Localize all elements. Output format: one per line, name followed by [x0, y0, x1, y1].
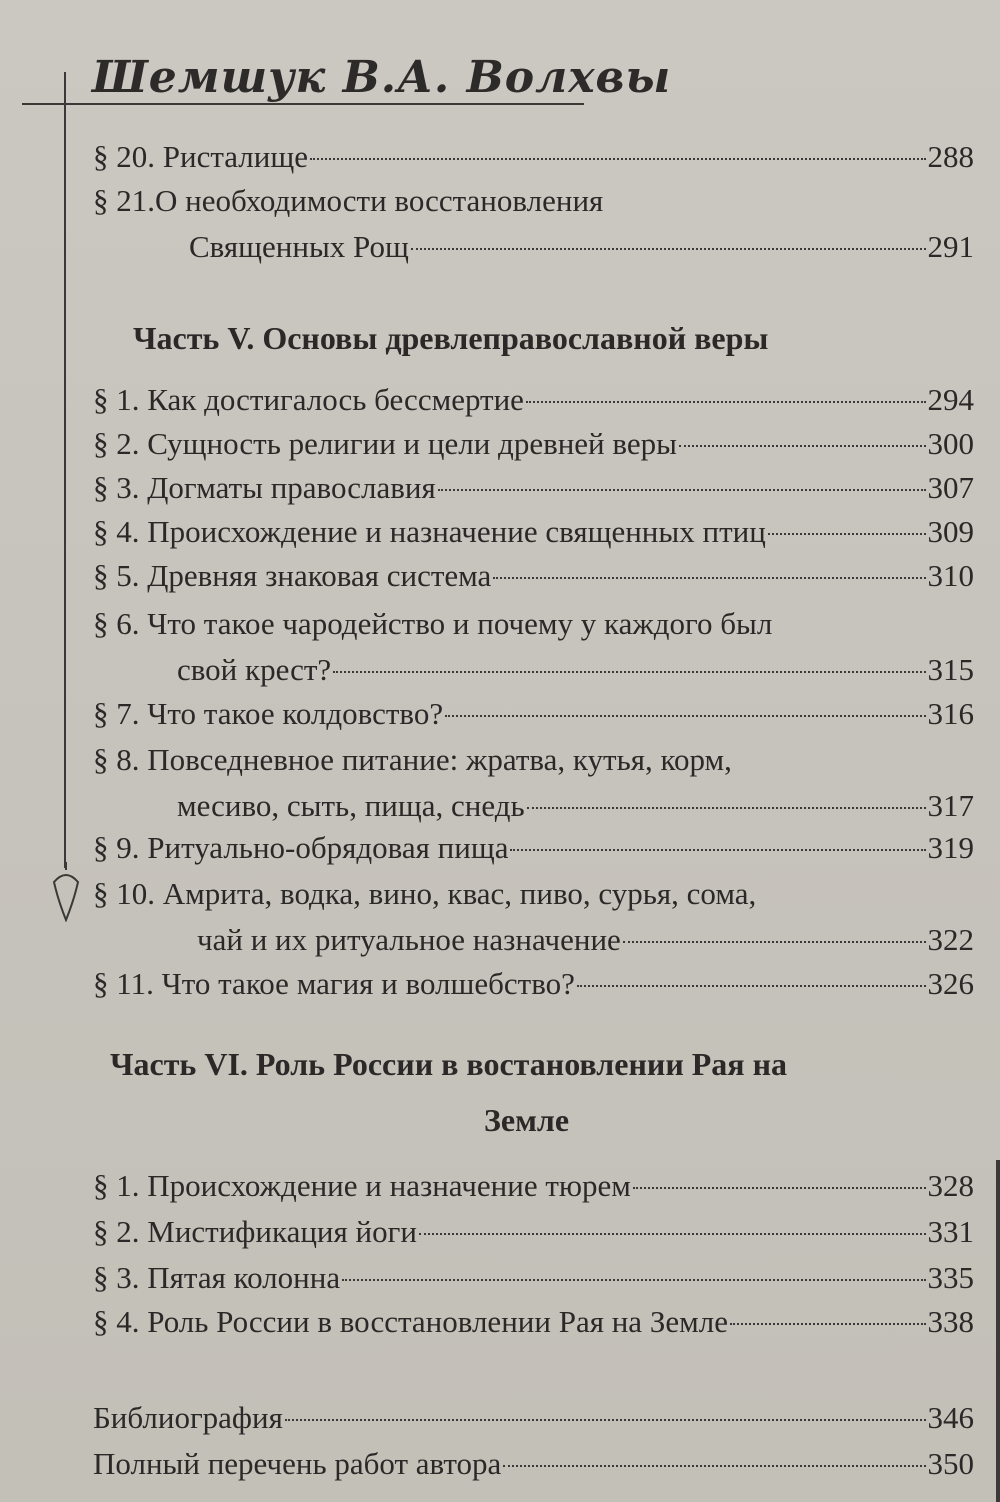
leader-dots — [438, 489, 926, 491]
toc-page-number: 310 — [927, 558, 974, 593]
leader-dots — [493, 577, 925, 579]
toc-entry-label-line1: § 10. Амрита, водка, вино, квас, пиво, сурья, сома, — [93, 876, 757, 911]
toc-entry-label: § 11. Что такое магия и волшебство? — [93, 966, 575, 1001]
leader-dots — [310, 158, 926, 160]
toc-entry-label: § 3. Пятая колонна — [93, 1260, 341, 1295]
toc-entry-label: § 1. Как достигалось бессмертие — [93, 382, 524, 417]
toc-entry-label-line1: § 21.О необходимости восстановления — [93, 183, 604, 218]
toc-entry-label: чай и их ритуальное назначение — [197, 922, 621, 957]
toc-entry-label-line1: § 8. Повседневное питание: жратва, кутья, корм, — [93, 742, 732, 777]
leader-dots — [526, 401, 926, 403]
toc-entry-label: § 1. Происхождение и назначение тюрем — [93, 1168, 631, 1203]
toc-page-number: 328 — [927, 1168, 974, 1203]
header-rule — [22, 103, 584, 105]
toc-entry-label: Полный перечень работ автора — [93, 1446, 502, 1481]
toc-entry[interactable] — [93, 380, 974, 420]
toc-entry-label: § 2. Мистификация йоги — [93, 1214, 417, 1249]
toc-page-number: 317 — [927, 788, 974, 823]
toc-entry[interactable] — [93, 556, 974, 596]
toc-page-number: 338 — [927, 1304, 974, 1339]
leader-dots — [445, 715, 925, 717]
toc-entry-label: § 4. Происхождение и назначение священных птиц — [93, 514, 766, 549]
toc-entry[interactable] — [93, 964, 974, 1004]
toc-entry[interactable] — [93, 468, 974, 508]
toc-entry[interactable] — [93, 694, 974, 734]
toc-page-number: 350 — [927, 1446, 974, 1481]
toc-entry-label: Библиография — [93, 1400, 283, 1435]
leader-dots — [768, 533, 926, 535]
leader-dots — [679, 445, 926, 447]
toc-entry[interactable] — [93, 828, 974, 868]
toc-entry-label-line1: § 6. Что такое чародейство и почему у каждого был — [93, 606, 773, 641]
toc-page-number: 335 — [927, 1260, 974, 1295]
leader-dots — [577, 985, 926, 987]
leader-dots — [342, 1279, 925, 1281]
toc-entry-label: § 7. Что такое колдовство? — [93, 696, 444, 731]
toc-entry[interactable] — [93, 1212, 974, 1252]
running-header-title: Шемшук В.А. Волхвы — [92, 52, 672, 103]
toc-entry[interactable] — [93, 181, 974, 267]
toc-page-number: 291 — [927, 229, 974, 264]
part-heading-line2: Земле — [484, 1102, 570, 1138]
leader-dots — [730, 1323, 926, 1325]
page-edge-shadow — [996, 1160, 1000, 1502]
leader-dots — [333, 671, 925, 673]
leader-dots — [419, 1233, 926, 1235]
toc-entry[interactable] — [93, 874, 974, 960]
toc-entry[interactable] — [93, 137, 974, 177]
part-heading: Часть V. Основы древлеправославной веры — [133, 320, 769, 356]
leader-dots — [633, 1187, 926, 1189]
toc-page-number: 319 — [927, 830, 974, 865]
toc-page-number: 346 — [927, 1400, 974, 1435]
toc-entry-label: § 9. Ритуально-обрядовая пища — [93, 830, 509, 865]
toc-page-number: 322 — [927, 922, 974, 957]
leader-dots — [623, 941, 926, 943]
leader-dots — [503, 1465, 925, 1467]
toc-page-number: 326 — [927, 966, 974, 1001]
leader-dots — [510, 849, 925, 851]
toc-entry-label: § 3. Догматы православия — [93, 470, 436, 505]
leader-dots — [411, 248, 926, 250]
toc-entry[interactable] — [93, 1258, 974, 1298]
toc-page-number: 288 — [927, 139, 974, 174]
toc-entry[interactable] — [93, 604, 974, 690]
decorative-vertical-rule — [64, 72, 66, 868]
part-heading: Часть VI. Роль России в востановлении Рая на — [110, 1046, 788, 1082]
toc-page-number: 307 — [927, 470, 974, 505]
toc-page-number: 309 — [927, 514, 974, 549]
toc-entry[interactable] — [93, 512, 974, 552]
leader-dots — [527, 807, 926, 809]
toc-entry-label: месиво, сыть, пища, снедь — [177, 788, 525, 823]
toc-entry[interactable] — [93, 424, 974, 464]
toc-entry[interactable] — [93, 1166, 974, 1206]
leader-dots — [285, 1419, 926, 1421]
toc-entry-label: § 20. Ристалище — [93, 139, 308, 174]
toc-entry-label: § 4. Роль России в восстановлении Рая на Земле — [93, 1304, 728, 1339]
toc-page-number: 331 — [927, 1214, 974, 1249]
toc-entry-label: § 2. Сущность религии и цели древней веры — [93, 426, 677, 461]
toc-page-number: 316 — [927, 696, 974, 731]
toc-entry-label: Священных Рощ — [189, 229, 409, 264]
toc-entry[interactable] — [93, 1302, 974, 1342]
toc-entry[interactable] — [93, 1398, 974, 1438]
toc-entry[interactable] — [93, 740, 974, 826]
decorative-arrow-icon — [50, 862, 82, 922]
toc-entry[interactable] — [93, 1444, 974, 1484]
toc-page-number: 294 — [927, 382, 974, 417]
toc-page-number: 300 — [927, 426, 974, 461]
toc-entry-label: § 5. Древняя знаковая система — [93, 558, 492, 593]
toc-page-number: 315 — [927, 652, 974, 687]
toc-entry-label: свой крест? — [177, 652, 332, 687]
